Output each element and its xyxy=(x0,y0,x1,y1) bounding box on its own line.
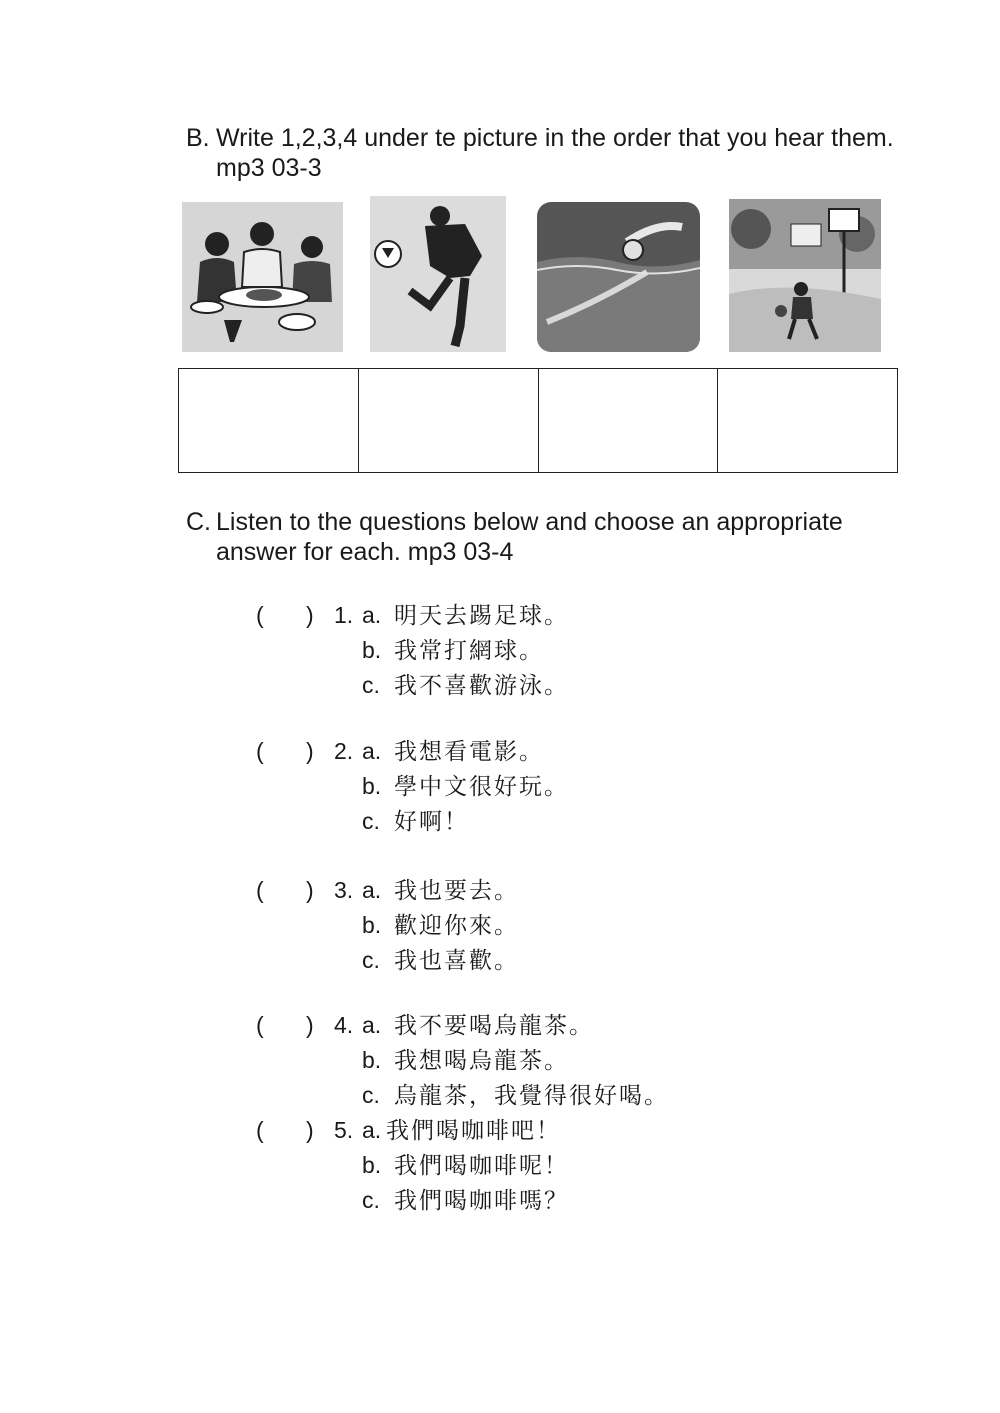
option-5a: a. 我們喝咖啡吧！ xyxy=(362,1117,561,1144)
question-number: 5. xyxy=(334,1117,354,1143)
section-b-letter: B. xyxy=(186,124,210,152)
swimmer-picture xyxy=(537,202,700,352)
option-4b: b. 我想喝烏龍茶。 xyxy=(362,1047,569,1074)
option-5c: c. 我們喝咖啡嗎？ xyxy=(362,1187,569,1214)
answer-box-3[interactable] xyxy=(538,369,718,473)
option-5b: b. 我們喝咖啡呢！ xyxy=(362,1152,569,1179)
section-b-heading xyxy=(186,123,906,183)
option-3c: c. 我也喜歡。 xyxy=(362,947,519,974)
section-c-letter: C. xyxy=(186,508,211,536)
option-2b: b. 學中文很好玩。 xyxy=(362,773,569,800)
option-1b: b. 我常打網球。 xyxy=(362,637,544,664)
eating-dinner-picture xyxy=(182,202,343,352)
question-number: 1. xyxy=(334,602,354,628)
question-number: 2. xyxy=(334,738,354,764)
option-3b: b. 歡迎你來。 xyxy=(362,912,519,939)
option-2c: c. 好啊！ xyxy=(362,808,469,835)
answer-box-1[interactable] xyxy=(179,369,359,473)
soccer-player-picture xyxy=(370,196,506,352)
answer-box-4[interactable] xyxy=(718,369,898,473)
answer-box-2[interactable] xyxy=(358,369,538,473)
option-2a: a. 我想看電影。 xyxy=(362,738,544,765)
option-1a: a. 明天去踢足球。 xyxy=(362,602,569,629)
option-4c: c. 烏龍茶，我覺得很好喝。 xyxy=(362,1082,669,1109)
question-number: 3. xyxy=(334,877,354,903)
option-4a: a. 我不要喝烏龍茶。 xyxy=(362,1012,594,1039)
basketball-player-picture xyxy=(729,199,881,352)
section-c-heading xyxy=(186,507,906,567)
option-3a: a. 我也要去。 xyxy=(362,877,519,904)
section-c-instruction: Listen to the questions below and choose an appropriate answer for each. mp3 03-4 xyxy=(216,508,843,566)
answer-boxes xyxy=(178,368,898,473)
option-1c: c. 我不喜歡游泳。 xyxy=(362,672,569,699)
question-number: 4. xyxy=(334,1012,354,1038)
section-b-instruction: Write 1,2,3,4 under te picture in the order that you hear them. mp3 03-3 xyxy=(216,124,894,182)
